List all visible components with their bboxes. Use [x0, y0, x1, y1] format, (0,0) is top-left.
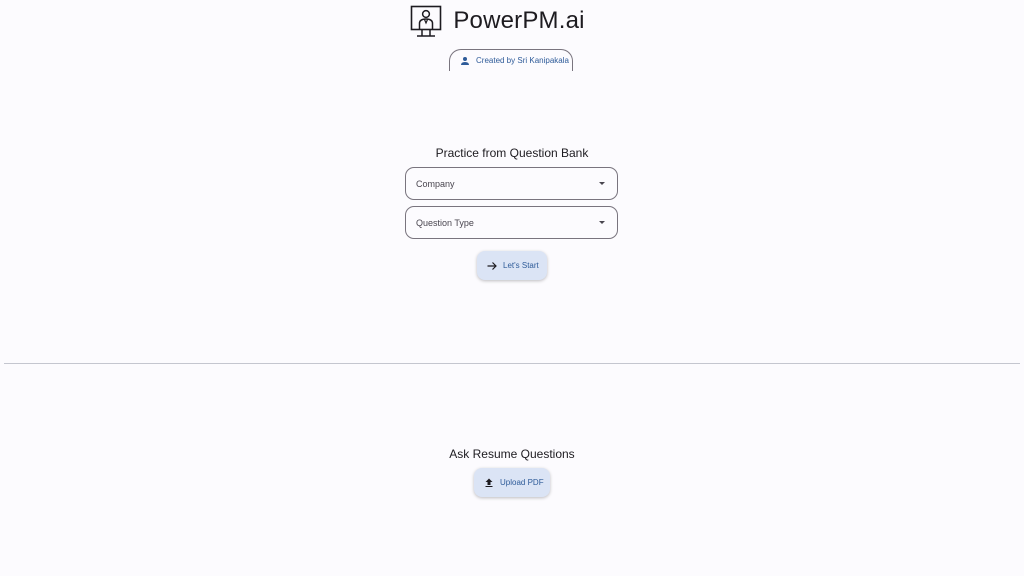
app-title: PowerPM.ai [453, 7, 585, 34]
question-type-select[interactable] [405, 206, 618, 239]
question-bank-title: Practice from Question Bank [435, 146, 589, 160]
resume-questions-title: Ask Resume Questions [449, 447, 575, 461]
caret-down-icon [599, 221, 605, 224]
lets-start-label: Let's Start [503, 261, 539, 270]
caret-down-icon [599, 182, 605, 185]
creator-chip-label: Created by Sri Kanipakala [476, 56, 569, 65]
section-divider [4, 363, 1020, 364]
lets-start-button[interactable] [477, 251, 547, 280]
upload-pdf-button[interactable] [474, 468, 550, 497]
upload-pdf-label: Upload PDF [500, 478, 544, 487]
company-select-label: Company [416, 178, 455, 189]
creator-chip[interactable] [449, 49, 573, 71]
arrow-right-icon [486, 260, 498, 272]
upload-icon [483, 477, 495, 489]
app-header [0, 5, 1024, 37]
presenter-board-icon [410, 5, 442, 37]
company-select[interactable] [405, 167, 618, 200]
question-type-select-label: Question Type [416, 217, 474, 228]
person-icon [459, 55, 471, 67]
